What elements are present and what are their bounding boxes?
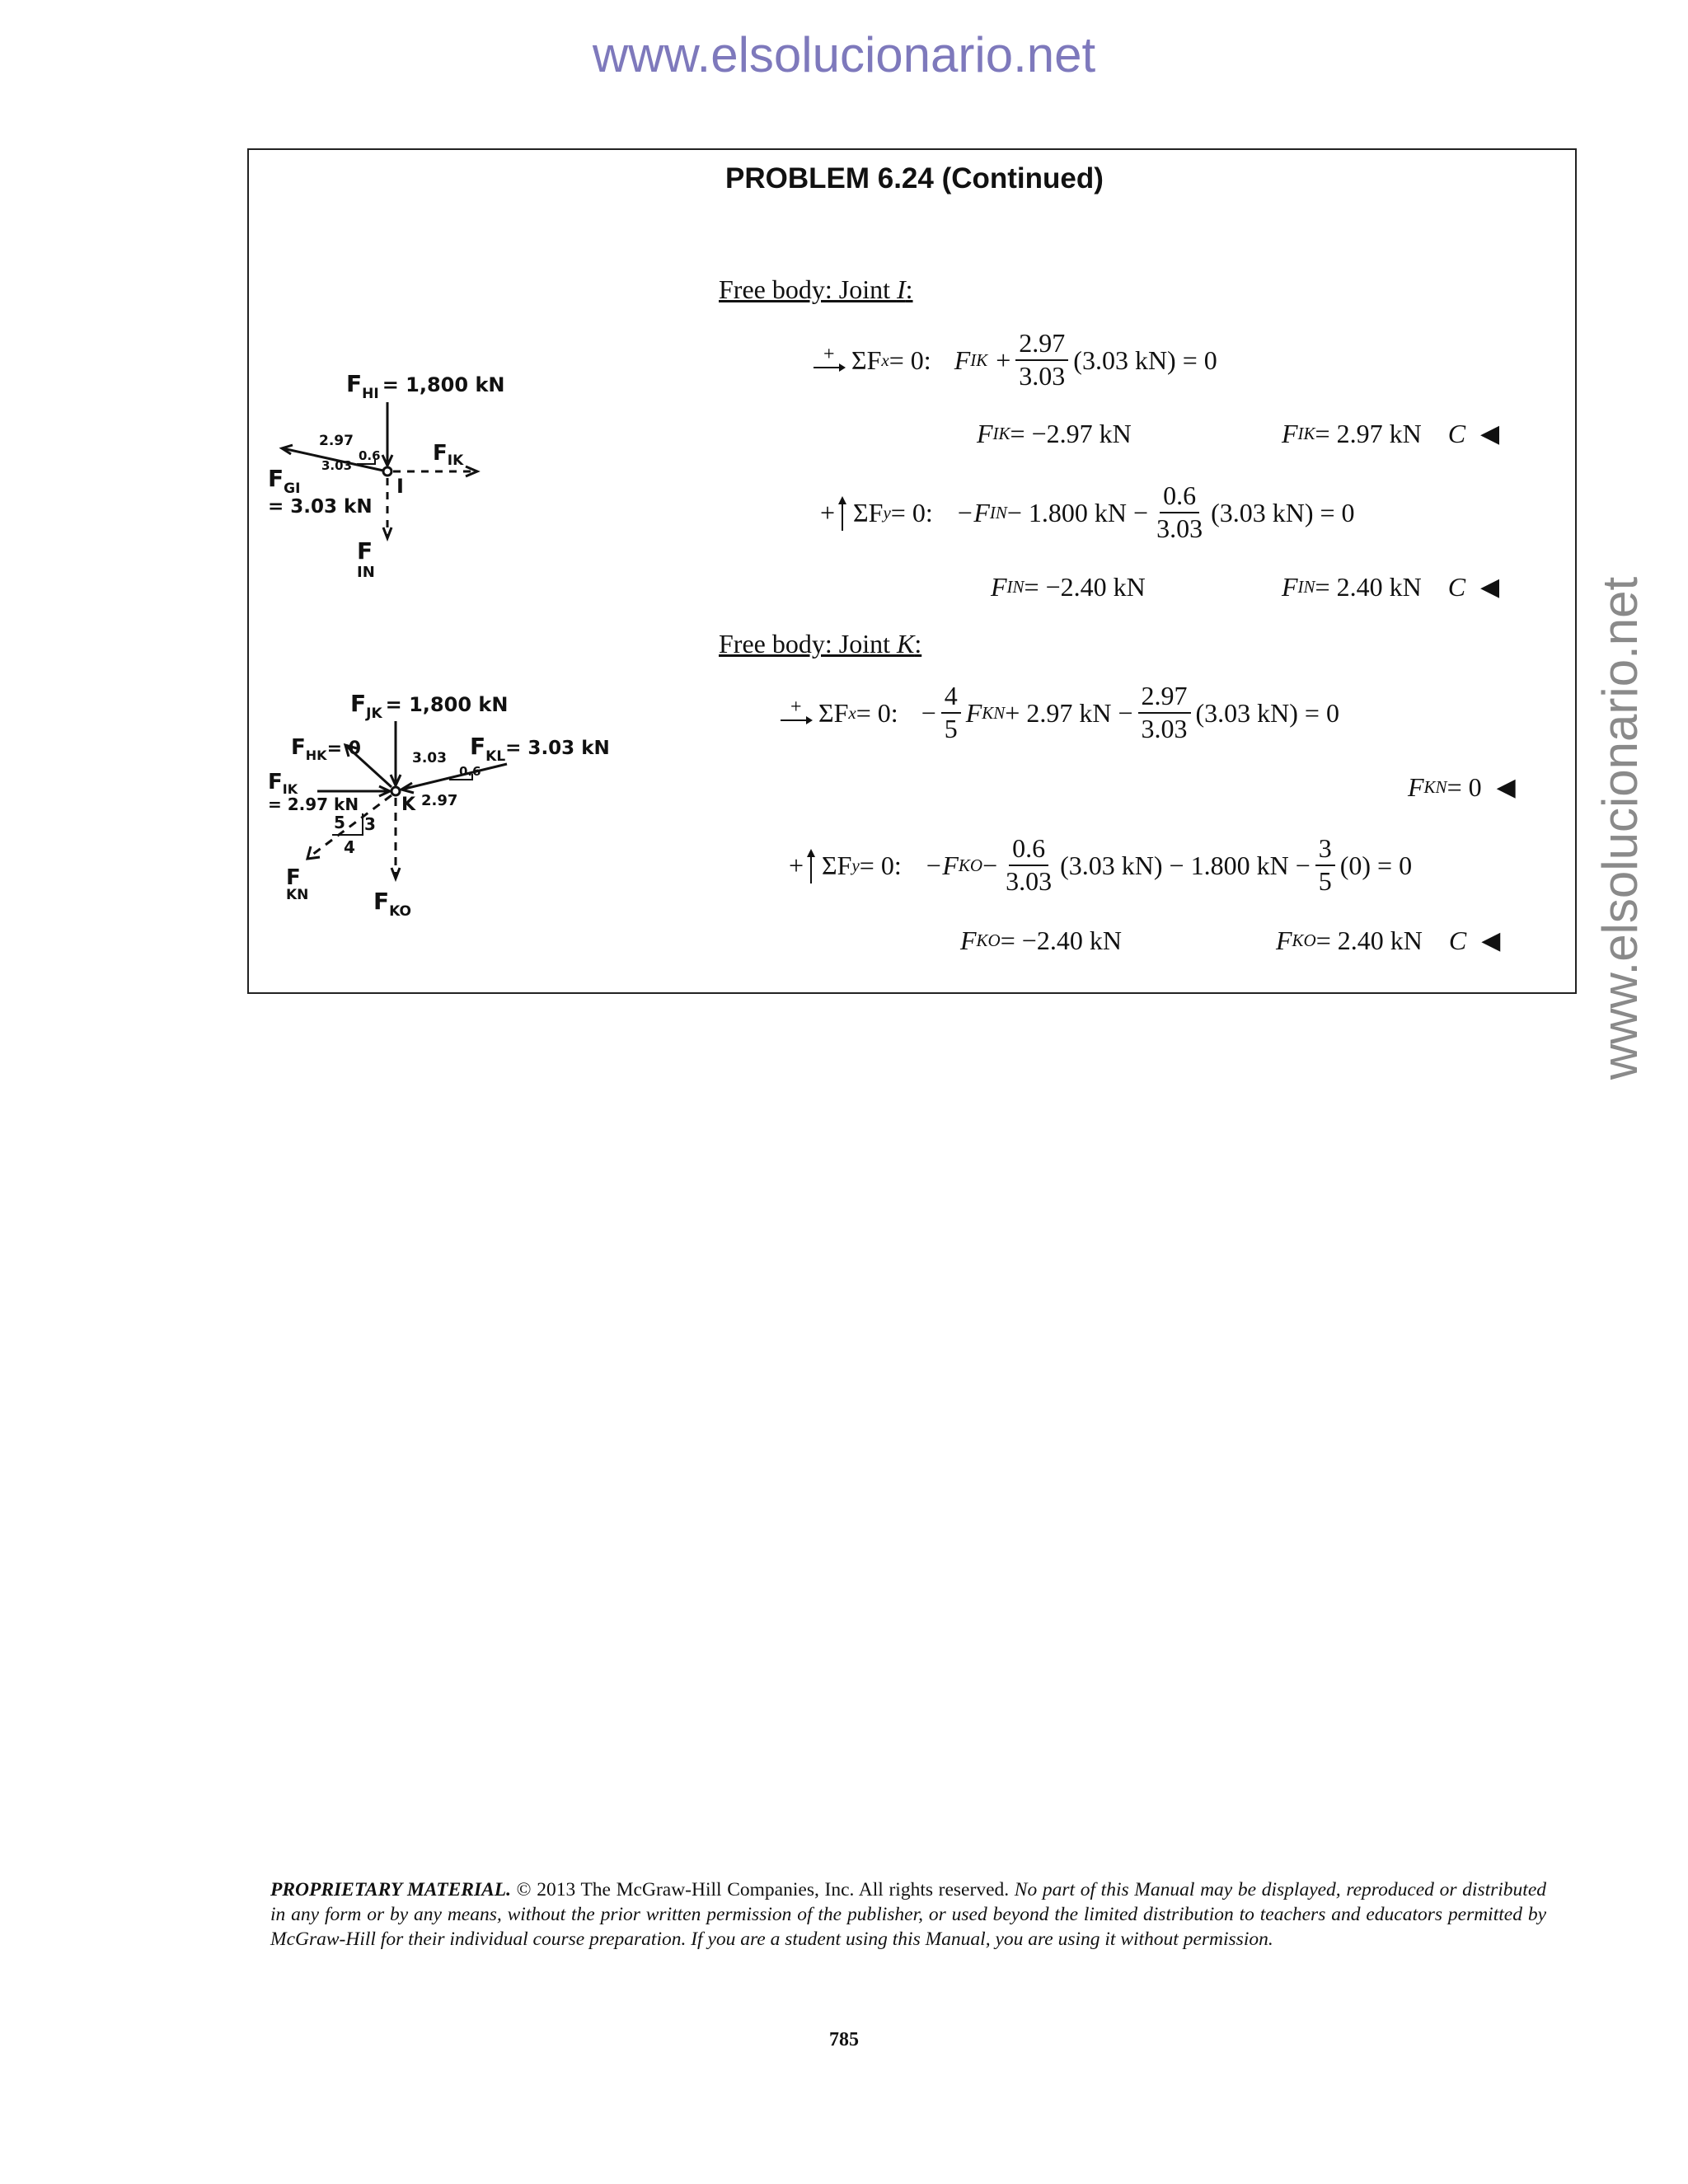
free-body-diagram-joint-k <box>268 688 622 935</box>
label-303: 3.03 <box>412 750 447 766</box>
footer-notice: PROPRIETARY MATERIAL. © 2013 The McGraw-Hill Companies, Inc. All rights reserved. No part of this Manual may be displayed, reproduced or distributed in any form or by any means, without the prior written permission of the publisher, or used beyond the limited distribution to teachers and educators permitted by McGraw-Hill for their individual course preparation. If you are a student using this Manual, you are using it without permission. <box>270 1879 1547 1950</box>
label-f-gi-value: = 3.03 kN <box>268 496 373 518</box>
joint-i-sum-fx: + ΣF x = 0: F IK + $\frac{2.97}{3.03}$ (3.03 kN) = 0 <box>812 327 1217 393</box>
label-f-ik-value: = 2.97 kN <box>268 794 359 814</box>
fraction: $\frac{3}{5}$ <box>1315 835 1335 895</box>
joint-i-answer-fik: F IK = 2.97 kN C ◀ <box>1282 419 1500 448</box>
up-arrow-icon <box>805 847 817 883</box>
label-297: 2.97 <box>319 433 354 449</box>
joint-k-heading: Free body: Joint K: <box>719 629 922 658</box>
joint-i-result-fin: F IN = −2.40 kN <box>991 572 1146 602</box>
page-number: 785 <box>829 2029 859 2050</box>
fraction: $\frac{2.97}{3.03}$ <box>1015 330 1068 390</box>
label-4: 4 <box>344 837 355 857</box>
watermark-side: www.elsolucionario.net <box>1592 576 1648 1080</box>
joint-i-answer-fin: F IN = 2.40 kN C ◀ <box>1282 572 1500 602</box>
label-297: 2.97 <box>421 792 458 809</box>
answer-marker-icon: ◀ <box>1496 773 1516 802</box>
label-joint-k: K <box>401 794 416 815</box>
label-f-ik: $F_{IK}$ <box>268 770 298 797</box>
right-arrow-icon <box>779 699 814 727</box>
label-f-ik: $F_{IK}$ <box>433 441 464 469</box>
free-body-diagram-joint-i <box>268 363 515 593</box>
label-f-in: F IN <box>357 537 375 581</box>
label-5: 5 <box>334 813 345 832</box>
joint-k-answer-fkn: F KN = 0 ◀ <box>1408 772 1516 802</box>
joint-k-sum-fx: + ΣF x = 0: − $\frac{4}{5}$ F KN + 2.97 kN − $\frac{2.97}{3.03}$ (3.03 kN) = 0 <box>779 680 1339 746</box>
label-06: 0.6 <box>459 764 481 779</box>
fraction: $\frac{2.97}{3.03}$ <box>1138 682 1191 743</box>
label-joint-i: I <box>396 475 404 498</box>
label-f-gi: $F_{GI}$ <box>268 465 301 497</box>
joint-i-result-fik: F IK = −2.97 kN <box>977 419 1132 448</box>
joint-k-answer-fko: F KO = 2.40 kN C ◀ <box>1276 926 1501 955</box>
svg-text:+: + <box>790 699 802 718</box>
joint-k-result-fko: F KO = −2.40 kN <box>960 926 1122 955</box>
answer-marker-icon: ◀ <box>1481 926 1501 955</box>
joint-i-heading: Free body: Joint I: <box>719 274 913 304</box>
joint-k-sum-fy: + ΣF y = 0: −F KO − $\frac{0.6}{3.03}$ (3.03 kN) − 1.800 kN − $\frac{3}{5}$ (0) = 0 <box>789 833 1413 896</box>
label-f-jk: $F_{JK} = 1,800$ kN <box>350 690 509 722</box>
label-f-ko: $F_{KO}$ <box>373 888 412 920</box>
fraction: $\frac{0.6}{3.03}$ <box>1006 833 1053 896</box>
label-06: 0.6 <box>359 448 381 463</box>
label-f-kl: $F_{KL}^{= 3.03 kN}$ <box>470 733 610 765</box>
answer-marker-icon: ◀ <box>1480 419 1500 448</box>
label-f-hk: $F_{HK}^{= 0}$ <box>291 735 361 763</box>
watermark-top: www.elsolucionario.net <box>592 27 1096 82</box>
fraction: $\frac{4}{5}$ <box>941 682 961 743</box>
label-303: 3.03 <box>321 458 353 473</box>
svg-text:+: + <box>823 346 835 365</box>
answer-marker-icon: ◀ <box>1480 573 1500 602</box>
force-kl-arrow <box>401 764 507 790</box>
label-f-kn: F KN <box>286 865 309 903</box>
label-3: 3 <box>364 814 376 834</box>
joint-i-sum-fy: + ΣF y = 0: −F IN − 1.800 kN − $\frac{0.6}{3.03}$ (3.03 kN) = 0 <box>820 480 1355 543</box>
label-f-hi: $F_{HI} = 1,800$ kN <box>346 370 505 402</box>
right-arrow-icon <box>812 346 846 374</box>
problem-title: PROBLEM 6.24 (Continued) <box>725 162 1104 194</box>
up-arrow-icon <box>837 494 848 531</box>
fraction: $\frac{0.6}{3.03}$ <box>1156 480 1203 543</box>
